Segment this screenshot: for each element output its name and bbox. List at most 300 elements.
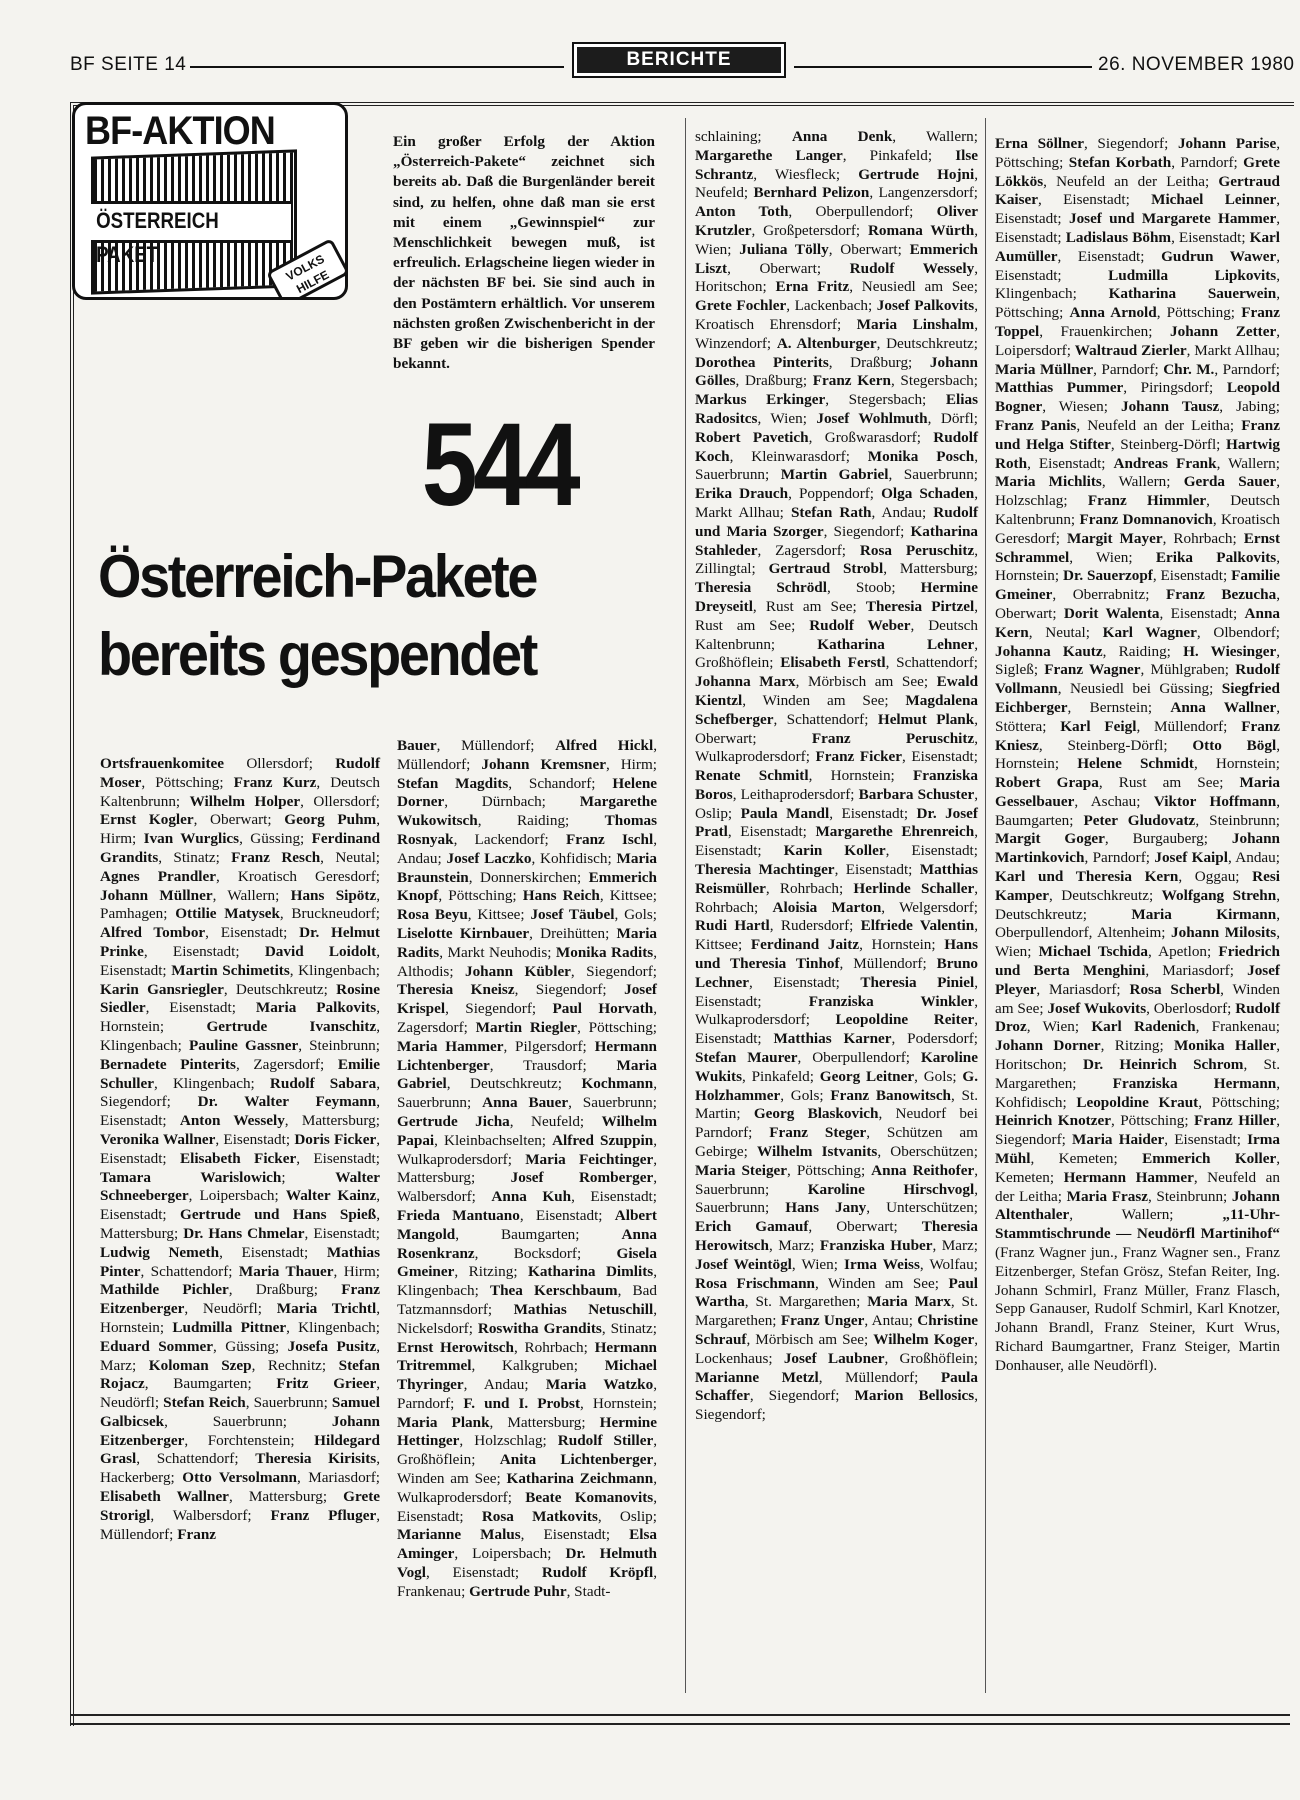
donor-entry: [995, 417, 1241, 434]
donor-place: schlaining;: [695, 128, 792, 145]
donor-name: Josef Romberger: [510, 1169, 654, 1187]
donor-name: Theresia Schrödl: [695, 579, 827, 597]
donor-name: Gertraud Strobl: [768, 560, 884, 578]
donor-place: , Eisenstadt;: [695, 1011, 978, 1048]
donor-name: Franziska Winkler: [808, 992, 975, 1010]
donor-place: , Neudorf bei Parndorf;: [695, 1105, 978, 1142]
donor-name: Robert Pavetich: [695, 428, 809, 446]
donor-name: Johann Tausz: [1120, 398, 1220, 416]
donor-entry: [231, 849, 380, 866]
donor-entry: [149, 1357, 339, 1374]
donor-place: , Hornstein;: [100, 1300, 381, 1336]
donor-place: , Baumgarten;: [455, 1225, 622, 1243]
donor-name: Maria Gabriel: [397, 1056, 657, 1093]
donor-entry: [695, 485, 881, 502]
donor-name: Albert Mangold: [397, 1206, 657, 1243]
donor-place: , Andau;: [397, 830, 657, 867]
donor-name: Marianne Metzl: [695, 1368, 819, 1386]
donor-name: Irma Mühl: [995, 1131, 1280, 1168]
donor-name: Monika Radits: [555, 943, 654, 961]
donor-place: , Müllendorf;: [1136, 717, 1242, 735]
donor-name: Agnes Prandler: [100, 867, 216, 885]
donor-name: Dr. Hans Chmelar: [183, 1224, 305, 1242]
donor-name: Herlinde Schaller: [853, 879, 975, 897]
donor-place: , Kittsee;: [599, 887, 657, 905]
donation-count: 544: [421, 399, 577, 531]
donor-place: , Sauerbrunn;: [245, 1394, 332, 1412]
donor-place: , Deutschkreutz;: [223, 980, 337, 998]
donor-place: , Pöttsching;: [438, 887, 523, 905]
donor-name: Friedrich und Berta Menghini: [995, 943, 1280, 980]
donor-name: Karl und Theresia Kern: [995, 868, 1179, 886]
donor-name: Dorothea Pinterits: [695, 353, 829, 371]
donor-place: , Markt Allhau;: [695, 485, 978, 521]
donor-column-3: [695, 128, 978, 1425]
donor-place: , Donnerskirchen;: [468, 868, 589, 886]
donor-name: Johann Eitzenberger: [100, 1412, 380, 1449]
donor-place: , Leithaprodersdorf;: [732, 785, 859, 803]
donor-place: , Wallern;: [1101, 473, 1184, 491]
donor-place: , Deutschkreutz;: [995, 886, 1280, 923]
donor-place: , Oberlosdorf;: [1146, 999, 1236, 1017]
donor-name: Johann Dorner: [995, 1037, 1101, 1055]
donor-name: Walter Schneeberger: [100, 1168, 380, 1205]
donor-place: , Ritzing;: [454, 1263, 528, 1281]
donor-entry: [777, 335, 978, 352]
donor-place: , Parndorf;: [1214, 360, 1280, 378]
donor-name: Alfred Szuppin: [552, 1131, 654, 1149]
donor-entry: [784, 1350, 978, 1367]
donor-place: , Oslip;: [597, 1507, 657, 1525]
donor-place: , Pöttsching;: [1110, 1112, 1194, 1130]
donor-entry: [773, 899, 978, 916]
donor-place: , Forchtenstein;: [184, 1431, 315, 1449]
donor-name: Anna Kern: [995, 604, 1280, 641]
donor-name: Theresia Machtinger: [695, 861, 835, 879]
donor-place: , Wallern;: [892, 128, 978, 145]
donor-entry: [476, 1019, 657, 1036]
donor-name: A. Altenburger: [776, 334, 877, 352]
donor-name: Anna Rosenkranz: [397, 1225, 657, 1262]
donor-name: Andreas Frank: [1113, 454, 1217, 472]
donor-place: , Wien;: [757, 409, 817, 427]
donor-name: Liselotte Kirnbauer: [397, 924, 530, 942]
donor-place: , Mariasdorf;: [1036, 980, 1130, 998]
donor-name: Wilhelm Papai: [397, 1112, 657, 1149]
donor-place: , Müllendorf;: [100, 1506, 380, 1543]
donor-name: Anna Wallner: [1170, 698, 1277, 716]
donor-name: Franz Kniesz: [995, 717, 1280, 754]
donor-name: Roswitha Grandits: [477, 1319, 602, 1337]
donor-name: Margarethe Ehrenreich: [815, 823, 975, 841]
donor-place: , Rechnitz;: [251, 1356, 339, 1374]
donor-place: , Aschau;: [1074, 792, 1154, 810]
donor-place: , Parndorf;: [1093, 360, 1164, 378]
donor-name: Maria Kirmann: [1131, 905, 1277, 923]
donor-entry: [469, 1583, 610, 1600]
donor-place: , Eisenstadt;: [727, 823, 816, 841]
donor-place: , Eisenstadt;: [143, 942, 265, 960]
donor-name: Josefa Pusitz: [287, 1337, 377, 1355]
donor-name: Ernst Schrammel: [995, 529, 1281, 566]
donor-place: , Wiesfleck;: [753, 165, 859, 183]
donor-place: , Hornstein;: [100, 999, 380, 1036]
donor-name: Koloman Szep: [148, 1356, 252, 1374]
donor-place: , Eisenstadt;: [1038, 191, 1152, 209]
donor-place: , Kittsee;: [695, 917, 978, 954]
donor-entry: [695, 391, 946, 408]
donor-name: Franz Hiller: [1193, 1112, 1277, 1130]
donor-place: , Antau;: [864, 1312, 918, 1330]
donor-name: Elisabeth Ferstl: [780, 654, 886, 672]
donor-name: Karl Aumüller: [995, 228, 1280, 265]
donor-place: , Eisenstadt;: [995, 191, 1280, 228]
donor-entry: [1069, 154, 1243, 171]
donor-name: Karl Feigl: [1060, 717, 1137, 735]
donor-entry: [189, 1037, 380, 1054]
donor-name: Rudolf Weber: [809, 616, 911, 634]
donor-name: Katharina Zeichmann: [506, 1470, 654, 1488]
donor-place: , Müllendorf;: [818, 1368, 941, 1386]
donor-name: Ivan Wurglics: [143, 830, 240, 848]
donor-entry: [995, 868, 1252, 885]
donor-entry: [481, 756, 657, 773]
donor-entry: [995, 774, 1240, 791]
donor-place: , Parndorf;: [1084, 849, 1155, 867]
donor-place: , Bocksdorf;: [474, 1244, 617, 1262]
donor-place: , Frauenkirchen;: [1039, 322, 1171, 340]
donor-name: Leopoldine Kraut: [1076, 1093, 1199, 1111]
donor-place: , Steinberg-Dörfl;: [1110, 435, 1226, 453]
donor-name: Alfred Tombor: [100, 924, 206, 942]
issue-date: 26. NOVEMBER 1980: [1098, 54, 1295, 75]
donor-place: , Deutsch Kaltenbrunn;: [100, 773, 380, 810]
donor-name: Viktor Hoffmann: [1153, 792, 1277, 810]
donor-entry: [1076, 1094, 1280, 1111]
donor-name: Johann Zetter: [1170, 322, 1277, 340]
donor-entry: [695, 917, 861, 934]
donor-place: , Pöttsching;: [1198, 1093, 1280, 1111]
donor-place: , Marz;: [100, 1337, 380, 1374]
donor-place: , Jabing;: [1219, 398, 1280, 416]
donor-place: , Siegendorf;: [514, 981, 625, 999]
donor-entry: [820, 1237, 978, 1254]
donor-name: Rudolf Sabara: [269, 1074, 377, 1092]
donor-name: Veronika Wallner: [100, 1130, 216, 1148]
donor-name: Katharina Dimlits: [528, 1263, 654, 1281]
donor-place: , Zagersdorf;: [397, 1000, 657, 1036]
donor-name: Paul Wartha: [695, 1274, 978, 1311]
donor-name: Josef Laczko: [446, 849, 532, 867]
donor-name: Peter Gludovatz: [1083, 811, 1196, 829]
donor-name: Josef und Margarete Hammer: [1068, 210, 1277, 228]
donor-place: , Draßburg;: [228, 1281, 342, 1299]
donor-name: Franz Ischl: [565, 830, 654, 848]
donor-place: , Bad Tatzmannsdorf;: [397, 1282, 657, 1318]
donor-entry: [1064, 605, 1245, 622]
donor-place: , Oberpullendorf, Altenheim;: [995, 905, 1280, 942]
donor-name: Ferdinand Jaitz: [750, 936, 860, 954]
donor-name: Grete Lökkös: [995, 153, 1280, 190]
donor-entry: [695, 203, 937, 220]
donor-column-4: [995, 135, 1280, 1376]
donor-name: Josef Täubel: [530, 906, 615, 924]
donor-entry: [695, 673, 937, 690]
donor-name: Helene Dorner: [397, 774, 658, 811]
donor-name: Familie Gmeiner: [995, 567, 1280, 604]
donor-place: , Sauerbrunn;: [164, 1412, 332, 1430]
donor-name: Hildegard Grasl: [100, 1431, 380, 1468]
donor-entry: [739, 241, 909, 258]
donor-name: Christine Schrauf: [695, 1312, 978, 1348]
donor-name: Franz Unger: [780, 1312, 865, 1330]
donor-place: , Eisenstadt;: [100, 942, 380, 979]
donor-place: , Dürnbach;: [444, 793, 580, 811]
donor-name: Franziska Boros: [695, 767, 978, 803]
donor-place: , Oberpullendorf;: [797, 1049, 921, 1067]
donor-name: Rudolf Kröpfl: [541, 1564, 654, 1582]
donor-place: , Neutal;: [1028, 623, 1103, 641]
donor-place: , Siegendorf;: [749, 1387, 855, 1405]
donor-entry: [695, 429, 933, 446]
donor-name: Maria Linshalm: [856, 315, 975, 333]
donor-place: , Oberpullendorf;: [788, 203, 937, 221]
donor-place: , Pöttsching;: [141, 773, 234, 791]
donor-name: Theresia Piniel: [860, 973, 975, 991]
donor-name: Margit Mayer: [1066, 529, 1163, 547]
donor-name: Franz Ficker: [815, 748, 903, 766]
donor-entry: [695, 1256, 844, 1273]
donor-place: , Nickelsdorf;: [397, 1300, 657, 1337]
donor-place: , Zagersdorf;: [757, 541, 860, 559]
donor-name: Johanna Kautz: [995, 642, 1103, 660]
header-rule-left: [190, 66, 564, 68]
donor-name: Georg Puhm: [284, 811, 377, 829]
donor-name: Franz Toppel: [995, 304, 1280, 340]
donor-place: , Kohfidisch;: [531, 849, 617, 867]
donor-place: , Pöttsching;: [995, 135, 1281, 171]
donor-name: Romana Würth: [867, 221, 975, 239]
donor-place: , Winzendorf;: [695, 315, 978, 352]
donor-place: , Klingenbach;: [995, 266, 1280, 303]
donor-place: , Pöttsching;: [787, 1161, 872, 1179]
donor-name: Frieda Mantuano: [397, 1206, 520, 1224]
donor-place: , Holzschlag;: [459, 1432, 558, 1450]
donor-place: , Neudörfl;: [184, 1300, 277, 1318]
donor-name: Margit Goger: [995, 830, 1105, 848]
donor-name: Michael Tschida: [1038, 943, 1148, 961]
donor-place: , Hornstein;: [808, 767, 914, 785]
donor-name: Paul Horvath: [552, 1000, 654, 1018]
donor-place: , Loipersbach;: [188, 1187, 286, 1205]
donor-name: Rudolf Wessely: [849, 259, 975, 277]
donor-place: , Gols;: [614, 906, 657, 924]
donor-name: Emmerich Koller: [1142, 1150, 1277, 1168]
donor-name: Waltraud Zierler: [1074, 341, 1187, 359]
donor-name: Martin Gabriel: [780, 466, 889, 484]
donor-place: , Oggau;: [1178, 868, 1253, 886]
donor-entry: [844, 1256, 978, 1273]
donor-name: Eduard Sommer: [100, 1337, 214, 1355]
donor-name: Josef Weintögl: [695, 1255, 792, 1273]
donor-place: , Eisenstadt;: [995, 247, 1280, 284]
donor-place: , Pöttsching;: [577, 1018, 658, 1036]
donor-name: Dr. Josef Pratl: [695, 804, 978, 841]
donor-name: Markus Erkinger: [695, 391, 826, 409]
donor-name: Franz Himmler: [1087, 492, 1207, 510]
donor-name: Johann Gölles: [695, 353, 978, 390]
donor-name: Theresia Kneisz: [397, 981, 515, 999]
header-rule-right: [794, 66, 1092, 68]
donor-place: , Andau;: [871, 503, 934, 521]
donor-entry: [753, 184, 978, 201]
donor-place: , Dreihütten;: [529, 924, 617, 942]
donor-name: Ortsfrauenkomitee: [100, 755, 224, 772]
donor-place: , Kohfidisch;: [995, 1074, 1281, 1111]
donor-place: , Schattendorf;: [136, 1450, 256, 1468]
donor-name: Rudolf Droz: [995, 999, 1280, 1036]
donor-place: , Mörbisch am See;: [795, 673, 937, 691]
donor-name: Margarethe Wukowitsch: [397, 793, 657, 830]
donor-name: Johann Kübler: [464, 962, 571, 980]
donor-name: Rosa Scherbl: [1129, 980, 1221, 998]
donor-place: , Eisenstadt;: [219, 1243, 327, 1261]
donor-entry: [791, 504, 933, 521]
donor-place: , Eisenstadt;: [749, 973, 861, 991]
donor-place: , Stöttera;: [995, 698, 1280, 735]
donor-entry: [695, 1049, 921, 1066]
donor-entry: [995, 135, 1178, 152]
donor-entry: [1091, 1018, 1280, 1035]
donor-entry: [813, 372, 978, 389]
donor-name: Mathilde Pichler: [100, 1281, 229, 1299]
donor-place: , Raiding;: [1102, 642, 1184, 660]
donor-place: , Neufeld;: [509, 1112, 602, 1130]
donor-place: , Neusiedl am See;: [849, 278, 978, 296]
donor-name: Paula Schaffer: [695, 1368, 978, 1405]
donor-place: Ollersdorf;: [224, 755, 336, 772]
donor-place: , Eisenstadt;: [205, 924, 300, 942]
donor-name: Elias Radositcs: [695, 391, 978, 427]
donor-name: Maria Steiger: [695, 1161, 788, 1179]
donor-place: , Mattersburg;: [100, 1206, 380, 1242]
donor-entry: [995, 1037, 1174, 1054]
donor-entry: [397, 775, 612, 792]
donor-entry: [780, 654, 978, 671]
donor-name: Gerda Sauer: [1183, 473, 1277, 491]
donor-place: , Markt Allhau;: [1186, 341, 1280, 359]
donor-name: Karl Radenich: [1091, 1018, 1196, 1036]
donor-column-1: [100, 755, 380, 1544]
donor-name: Monika Haller: [1173, 1037, 1277, 1055]
donor-name: Karin Gansriegler: [100, 980, 224, 998]
donor-place: , Eisenstadt;: [100, 1093, 381, 1130]
donor-place: , Eisenstadt;: [215, 1130, 295, 1148]
donor-name: Maria Plank: [397, 1413, 490, 1431]
donor-name: Wilhelm Holper: [189, 792, 301, 810]
donor-name: Karoline Hirschvogl: [807, 1180, 975, 1198]
donor-name: Marianne Malus: [397, 1526, 521, 1544]
donor-name: Pauline Gassner: [188, 1036, 299, 1054]
donor-name: F. und I. Probst: [463, 1394, 581, 1412]
donor-place: , Wien;: [1069, 548, 1156, 566]
donor-name: Maria Braunstein: [397, 849, 657, 886]
donor-place: , Andau;: [1227, 849, 1280, 867]
donor-name: Gertraud Kaiser: [995, 172, 1280, 209]
donor-place: , Schattendorf;: [885, 654, 978, 672]
donor-entry: [482, 1508, 657, 1525]
donor-name: Gertrude Puhr: [469, 1582, 567, 1600]
donor-name: Rudolf Koch: [695, 428, 979, 465]
donor-place: , Klingenbach;: [289, 961, 380, 979]
donor-name: Johann Milosits: [1171, 924, 1277, 942]
donor-place: , Hornstein;: [859, 936, 945, 954]
donor-name: Elisabeth Wallner: [100, 1488, 229, 1506]
donor-place: , Wallern;: [1069, 1206, 1223, 1224]
donor-place: , Großhöflein;: [695, 635, 978, 672]
donor-name: Josef Laubner: [783, 1349, 885, 1367]
headline-line-2: bereits gespendet: [98, 621, 537, 688]
donor-place: , Oberwart;: [995, 586, 1281, 622]
donor-place: , Hackerberg;: [100, 1450, 380, 1487]
donor-place: , Kleinwarasdorf;: [729, 447, 868, 465]
donor-place: , Mariasdorf;: [1145, 962, 1248, 980]
donor-place: , St. Margarethen;: [695, 1293, 978, 1330]
donor-place: , Rohrbach;: [514, 1338, 595, 1356]
donor-name: Ladislaus Böhm: [1065, 228, 1172, 246]
donor-entry: [695, 354, 930, 371]
donor-name: Hans Reich: [522, 887, 600, 905]
donor-entry: [816, 748, 979, 765]
donor-entry: [100, 1281, 341, 1298]
donor-entry: [1083, 812, 1280, 829]
donor-place: , Apetlon;: [1147, 943, 1219, 961]
donor-place: , Steinbrunn;: [1147, 1187, 1232, 1205]
donor-place: , Eisenstadt;: [100, 1130, 380, 1167]
donor-entry: [482, 1094, 657, 1111]
donor-place: , Siegendorf;: [995, 1112, 1280, 1149]
donor-name: Helmut Plank: [877, 710, 975, 728]
donor-name: Dr. Heinrich Schrom: [1083, 1056, 1244, 1074]
donor-place: , Kalkgruben;: [471, 1357, 605, 1375]
donor-entry: [465, 963, 657, 980]
section-label: BERICHTE: [577, 47, 781, 73]
donor-place: , St. Margarethen;: [995, 1056, 1280, 1092]
donor-entry: [100, 1338, 288, 1355]
donor-place: , Holzschlag;: [995, 473, 1280, 510]
donor-place: , Hirm;: [333, 1262, 380, 1280]
donor-place: , Ritzing;: [1100, 1037, 1174, 1055]
donor-entry: [397, 1414, 600, 1431]
donor-name: Helene Schmidt: [1077, 755, 1194, 773]
donor-place: , Oberwart;: [808, 1218, 922, 1236]
donor-place: , Oberrabnitz;: [1052, 586, 1167, 604]
donor-place: , Kemeten;: [995, 1150, 1280, 1186]
donor-entry: [695, 861, 920, 878]
donor-entry: [1066, 229, 1250, 246]
donor-name: Dr. Walter Feymann: [197, 1093, 377, 1111]
donor-place: , Rust am See;: [695, 597, 978, 634]
donor-place: , Eisenstadt;: [1171, 228, 1250, 246]
donor-place: , Eisenstadt;: [571, 1188, 657, 1206]
donor-name: Elfriede Valentin: [860, 917, 975, 935]
donor-name: Franz und Helga Stifter: [995, 416, 1280, 453]
donor-entry: [1039, 943, 1219, 960]
donor-name: Rudolf Moser: [100, 755, 380, 791]
donor-entry: [100, 1244, 327, 1261]
donor-place: , Eisenstadt;: [1057, 247, 1162, 265]
donor-name: Grete Strorigl: [100, 1488, 380, 1524]
